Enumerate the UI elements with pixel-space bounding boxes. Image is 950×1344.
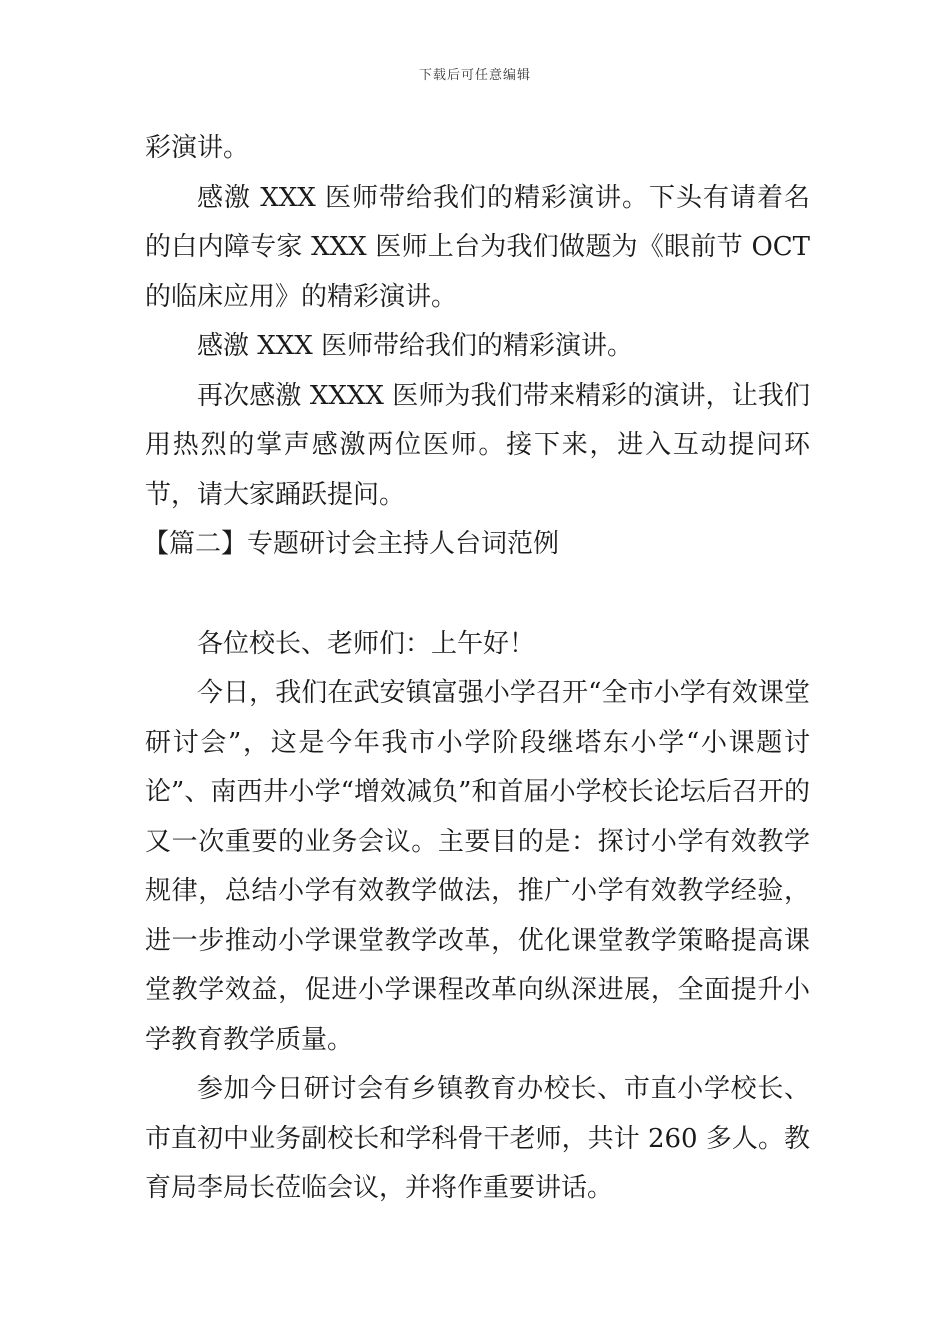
- paragraph-thanks-doctor: 感激 XXX 医师带给我们的精彩演讲。: [197, 331, 634, 361]
- paragraph-attendees: 参加今日研讨会有乡镇教育办校长、市直小学校长、市直初中业务副校长和学科骨干老师，共计 260 多人。教育局李局长莅临会议，并将作重要讲话。: [145, 1074, 810, 1203]
- blank-line: [145, 570, 810, 620]
- document-body: [145, 124, 810, 1214]
- section-title: 【篇二】专题研讨会主持人台词范例: [143, 529, 560, 559]
- paragraph-qa-intro: 再次感激 XXXX 医师为我们带来精彩的演讲，让我们用热烈的掌声感激两位医师。接下来，进入互动提问环节，请大家踊跃提问。: [145, 380, 810, 510]
- paragraph-thanks-cataract-expert: 感激 XXX 医师带给我们的精彩演讲。下头有请着名的白内障专家 XXX 医师上台为我们做题为《眼前节 OCT 的临床应用》的精彩演讲。: [145, 182, 810, 312]
- paragraph-greeting: 各位校长、老师们：上午好！: [197, 628, 536, 659]
- paragraph-continuation: 彩演讲。: [145, 133, 250, 163]
- page-header-note: 下载后可任意编辑: [418, 68, 531, 83]
- paragraph-meeting-purpose: 今日，我们在武安镇富强小学召开“全市小学有效课堂研讨会”，这是今年我市小学阶段继塔东小学“小课题讨论”、南西井小学“增效减负”和首届小学校长论坛后召开的又一次重要的业务会议。主要目的是：探讨小学有效教学规律，总结小学有效教学做法，推广小学有效教学经验，进一步推动小学课堂教学改革，优化课堂教学策略提高课堂教学效益，促进小学课程改革向纵深进展，全面提升小学教育教学质量。: [145, 678, 810, 1055]
